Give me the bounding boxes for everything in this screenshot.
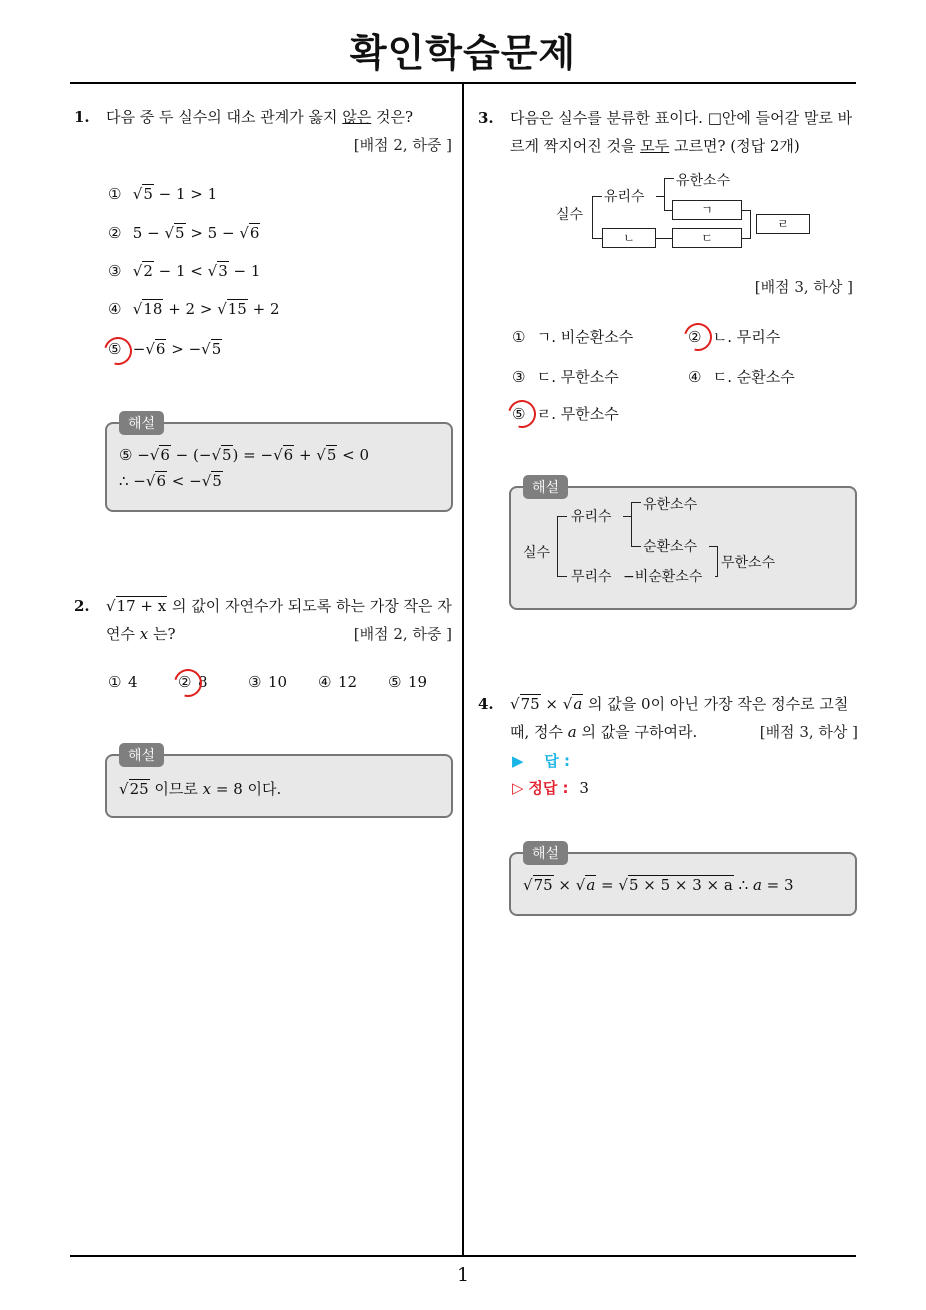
choice-5[interactable]: ⑤ 19: [388, 673, 428, 691]
choice-2[interactable]: ② ㄴ. 무리수: [688, 328, 781, 346]
solution-box-2: [105, 748, 453, 818]
page-number: 1: [456, 1264, 470, 1286]
solution-tag: 해설: [119, 411, 164, 435]
choice-4[interactable]: ④ 12: [318, 673, 358, 691]
choice-3[interactable]: ③ ㄷ. 무한소수: [512, 368, 619, 386]
solution-line-2: ∴ −√6 < −√5: [119, 472, 222, 490]
selected-answer-circle: [169, 664, 207, 702]
question-text: √75 × √a 의 값을 0이 아닌 가장 작은 정수로 고칠 때, 정수 a 의 값을 구하여라.: [510, 695, 849, 741]
question-number: 3.: [478, 109, 494, 127]
bottom-rule: [70, 1255, 856, 1257]
choice-1[interactable]: ① 4: [108, 673, 138, 691]
choice-1[interactable]: ① ㄱ. 비순환소수: [512, 328, 634, 346]
solution-line-1: √75 × √a = √5 × 5 × 3 × a ∴ a = 3: [523, 876, 794, 894]
label-real: 실수: [556, 207, 584, 223]
question-1: [74, 103, 452, 154]
selected-answer-circle: [99, 332, 137, 370]
choice-4[interactable]: ④ √18 + 2 > √15 + 2: [108, 300, 280, 318]
choice-2[interactable]: ② 5 − √5 > 5 − √6: [108, 224, 260, 242]
play-outline-icon: ▷: [512, 779, 524, 797]
question-text: 다음 중 두 실수의 대소 관계가 옳지 않은 것은?: [106, 108, 414, 126]
label-rational: 유리수: [604, 189, 645, 205]
question-meta: [배점 2, 하중 ]: [353, 136, 452, 154]
question-4: [478, 690, 858, 746]
solution-box-4: [509, 846, 857, 916]
choice-3[interactable]: ③ √2 − 1 < √3 − 1: [108, 262, 261, 280]
solution-box-3: [509, 480, 857, 610]
solution-line-1: √25 이므로 x = 8 이다.: [119, 780, 282, 798]
correct-answer-row: [512, 777, 589, 798]
solution-tag: 해설: [523, 475, 568, 499]
question-text: √17 + x 의 값이 자연수가 되도록 하는 가장 작은 자 연수 x 는?: [106, 597, 452, 643]
question-2: [74, 592, 452, 648]
selected-answer-circle: [503, 395, 541, 433]
column-divider: [462, 82, 464, 1256]
question-meta: [배점 2, 하중 ]: [353, 625, 452, 643]
question-meta: [배점 3, 하상 ]: [759, 723, 858, 741]
question-text: 다음은 실수를 분류한 표이다. □안에 들어갈 말로 바 르게 짝지어진 것을 모두 고르면? (정답 2개): [510, 109, 853, 155]
solution-tag: 해설: [119, 743, 164, 767]
solution-diagram: 실수 유리수 유한소수 순환소수 무리수 −비순환소수 무한소수: [523, 497, 776, 585]
solution-line-1: ⑤ −√6 − (−√5) = −√6 + √5 < 0: [119, 446, 370, 464]
page-title: 확인학습문제: [349, 31, 577, 75]
blank-box-r: ㄹ: [756, 214, 810, 234]
correct-value: 3: [579, 779, 589, 797]
play-icon: ▶: [512, 752, 524, 770]
choice-2[interactable]: ② 8: [178, 673, 208, 691]
choice-1[interactable]: ① √5 − 1 > 1: [108, 185, 218, 203]
blank-box-n: ㄴ: [602, 228, 656, 248]
question-number: 1.: [74, 108, 90, 126]
blank-box-g: ㄱ: [672, 200, 742, 220]
classification-diagram: [556, 168, 816, 258]
question-meta: [배점 3, 하상 ]: [754, 278, 853, 296]
question-number: 2.: [74, 597, 90, 615]
choice-5[interactable]: ⑤ −√6 > −√5: [108, 340, 222, 358]
choice-5[interactable]: ⑤ ㄹ. 무한소수: [512, 405, 619, 423]
correct-label: 정답 :: [528, 779, 569, 797]
answer-label: 답 :: [544, 752, 571, 770]
solution-box-1: [105, 416, 453, 512]
choice-4[interactable]: ④ ㄷ. 순환소수: [688, 368, 795, 386]
selected-answer-circle: [679, 318, 717, 356]
solution-tag: 해설: [523, 841, 568, 865]
question-number: 4.: [478, 695, 494, 713]
label-finite: 유한소수: [676, 173, 731, 189]
answer-input-row[interactable]: [512, 750, 570, 771]
question-3: [478, 104, 858, 160]
blank-box-d: ㄷ: [672, 228, 742, 248]
choice-3[interactable]: ③ 10: [248, 673, 288, 691]
